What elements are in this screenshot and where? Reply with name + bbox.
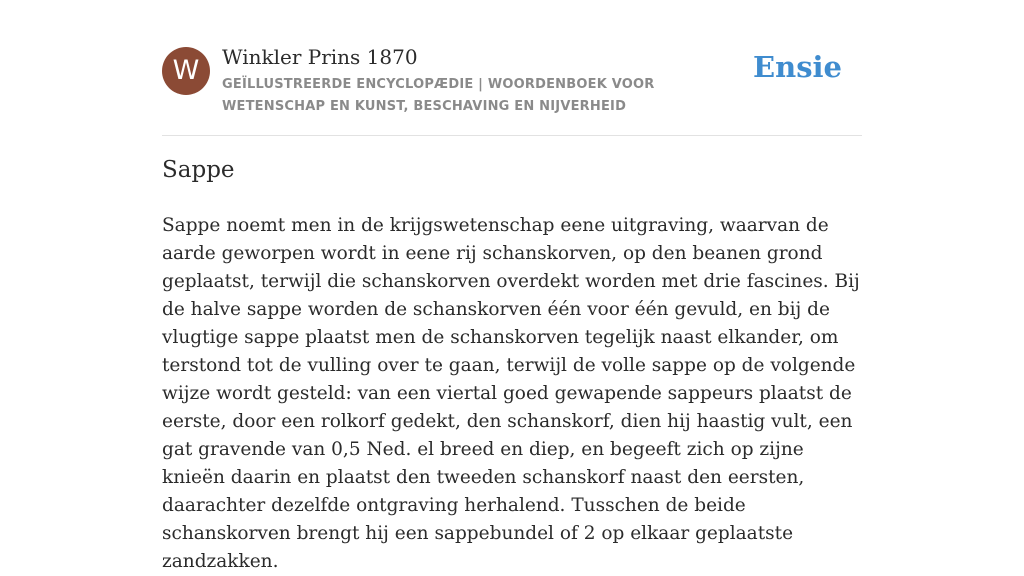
publication-subtitle: GEÏLLUSTREERDE ENCYCLOPÆDIE | WOORDENBOEK VOOR WETENSCHAP EN KUNST, BESCHAVING EN NIJVERHEID <box>222 77 655 114</box>
article-title: Sappe <box>162 157 235 183</box>
publication-avatar[interactable]: W <box>162 47 210 95</box>
header-divider <box>162 135 862 136</box>
publication-title[interactable]: Winkler Prins 1870 <box>222 45 418 69</box>
site-logo[interactable]: Ensie <box>753 50 842 84</box>
article-body: Sappe noemt men in de krijgswetenschap eene uitgraving, waarvan de aarde geworpen wordt in eene rij schanskorven, op den beanen grond geplaatst, terwijl die schanskorven overdekt worden met drie fascines. Bij de halve sappe worden de schanskorven één voor één gevuld, en bij de vlugtige sappe plaatst men de schanskorven tegelijk naast elkander, om terstond tot de vulling over te gaan, terwijl de volle sappe op de volgende wijze wordt gesteld: van een viertal goed gewapende sappeurs plaatst de eerste, door een rolkorf gedekt, den schanskorf, dien hij haastig vult, een gat gravende van 0,5 Ned. el breed en diep, en begeeft zich op zijne knieën daarin en plaatst den tweeden schanskorf naast den eersten, daarachter dezelfde ontgraving herhalend. Tusschen de beide schanskorven brengt hij een sappebundel of 2 op elkaar geplaatste zandzakken. <box>162 215 860 572</box>
publication-header <box>162 44 862 116</box>
